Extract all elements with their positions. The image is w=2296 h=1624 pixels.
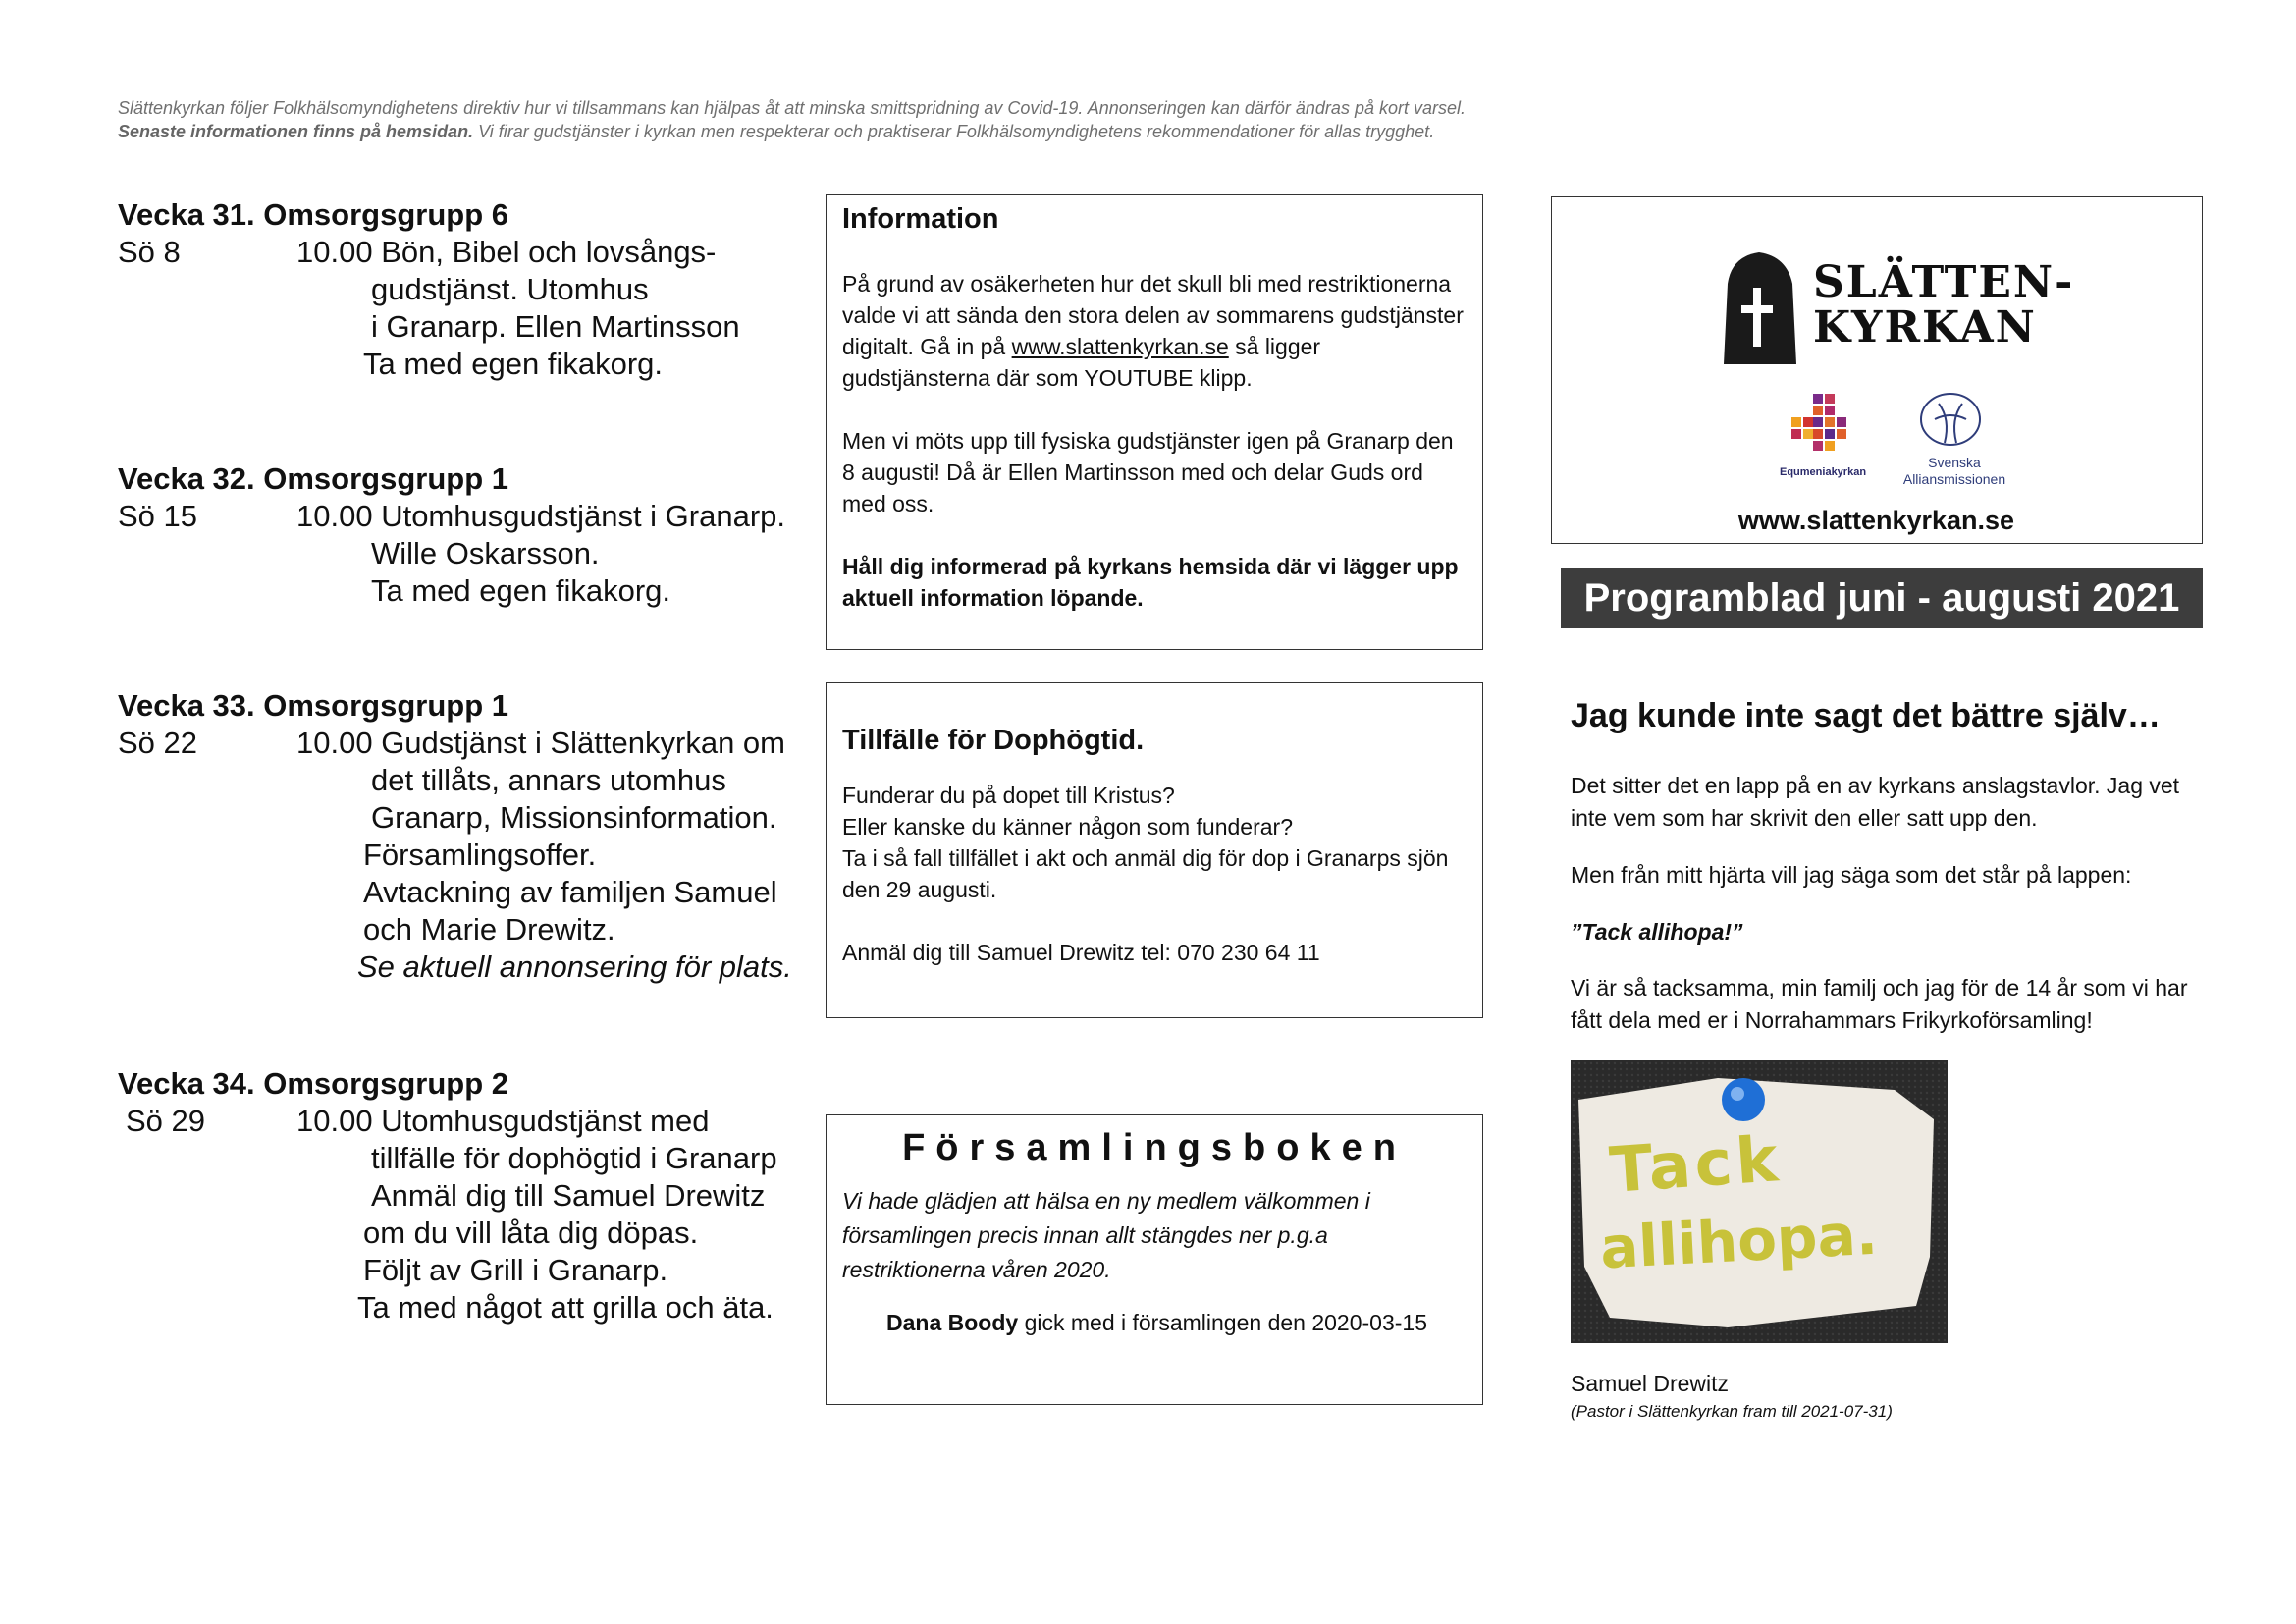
program-line: Följt av Grill i Granarp.: [363, 1253, 668, 1287]
partner-1-label: Equmeniakyrkan: [1780, 466, 1867, 478]
article-quote: ”Tack allihopa!”: [1571, 919, 1743, 945]
information-box: [826, 194, 1483, 650]
program-line: Anmäl dig till Samuel Drewitz: [371, 1178, 766, 1213]
info-emphasis: Håll dig informerad på kyrkans hemsida där vi lägger upp aktuell information löpande.: [842, 554, 1459, 611]
program-line: Granarp, Missionsinformation.: [371, 800, 777, 835]
baptism-box: [826, 682, 1483, 1018]
partner-2-label-1: Svenska: [1928, 455, 1981, 470]
notice-line-1: Slättenkyrkan följer Folkhälsomyndighetens direktiv hur vi tillsammans kan hjälpas åt att minska smittspridning av Covid-19. Annonseringen kan därför ändras på kort varsel.: [118, 98, 1466, 118]
baptism-text: Ta i så fall tillfället i akt och anmäl dig för dop i Granarps sjön den 29 augusti.: [842, 845, 1449, 902]
program-line: det tillåts, annars utomhus: [371, 763, 726, 797]
info-text: På grund av osäkerheten hur det skull bli med restriktionerna valde vi att sända den stora delen av sommarens gudstjänster digitalt. Gå in på: [842, 271, 1464, 359]
week-day: Sö 29: [126, 1104, 206, 1138]
week-day: Sö 22: [118, 726, 198, 760]
equmenia-logo-icon: [1791, 394, 1856, 459]
signature-note: (Pastor i Slättenkyrkan fram till 2021-07-31): [1571, 1402, 1893, 1421]
program-line: Ta med egen fikakorg.: [363, 347, 664, 381]
baptism-text: Eller kanske du känner någon som funderar?: [842, 814, 1294, 839]
program-line: Ta med egen fikakorg.: [371, 573, 671, 608]
notice-bold: Senaste informationen finns på hemsidan.: [118, 122, 474, 141]
week-33: [118, 687, 792, 986]
info-text: Men vi möts upp till fysiska gudstjänster igen på Granarp den 8 augusti! Då är Ellen Martinsson med och delar Guds ord med oss.: [842, 428, 1454, 516]
partner-2-label-2: Alliansmissionen: [1902, 471, 2006, 487]
info-text: så ligger gudstjänsterna där som YOUTUBE klipp.: [842, 334, 1321, 391]
church-logo-box: [1551, 196, 2203, 544]
baptism-heading: Tillfälle för Dophögtid.: [842, 725, 1145, 756]
members-box: [826, 1114, 1483, 1405]
notice-line-2: Vi firar gudstjänster i kyrkan men respekterar och praktiserar Folkhälsomyndighetens rekommendationer för allas trygghet.: [473, 122, 1435, 141]
website-url[interactable]: www.slattenkyrkan.se: [1737, 506, 2015, 535]
week-day: Sö 8: [118, 235, 181, 269]
week-title: Vecka 31. Omsorgsgrupp 6: [118, 197, 509, 232]
baptism-text: Funderar du på dopet till Kristus?: [842, 783, 1175, 808]
program-banner: Programblad juni - augusti 2021: [1561, 568, 2203, 628]
program-line: Församlingsoffer.: [363, 838, 597, 872]
signature: Samuel Drewitz: [1571, 1371, 1730, 1396]
program-line: Se aktuell annonsering för plats.: [357, 949, 792, 984]
note-text-line1: Tack: [1607, 1122, 1785, 1209]
week-title: Vecka 34. Omsorgsgrupp 2: [118, 1066, 509, 1101]
program-line: Ta med något att grilla och äta.: [357, 1290, 774, 1325]
article-heading: Jag kunde inte sagt det bättre själv…: [1571, 697, 2161, 734]
program-line: 10.00 Gudstjänst i Slättenkyrkan om: [296, 726, 785, 760]
article-paragraph-1: Det sitter det en lapp på en av kyrkans anslagstavlor. Jag vet inte vem som har skrivit den eller satt upp den.: [1571, 773, 2180, 831]
program-line: gudstjänst. Utomhus: [371, 272, 649, 306]
article-paragraph-2: Men från mitt hjärta vill jag säga som det står på lappen:: [1571, 862, 2132, 888]
thank-you-note-photo: [1571, 1060, 1948, 1343]
week-day: Sö 15: [118, 499, 198, 533]
member-name: Dana Boody: [886, 1310, 1019, 1335]
week-32: [118, 460, 785, 610]
website-link[interactable]: www.slattenkyrkan.se: [1011, 334, 1229, 359]
alliansmissionen-logo-icon: [1915, 390, 1986, 451]
program-line: Avtackning av familjen Samuel: [363, 875, 777, 909]
program-line: 10.00 Bön, Bibel och lovsångs-: [296, 235, 717, 269]
member-joined: gick med i församlingen den 2020-03-15: [1018, 1310, 1427, 1335]
program-line: Wille Oskarsson.: [371, 536, 600, 570]
week-title: Vecka 33. Omsorgsgrupp 1: [118, 688, 509, 723]
program-line: i Granarp. Ellen Martinsson: [371, 309, 740, 344]
program-line: 10.00 Utomhusgudstjänst med: [296, 1104, 710, 1138]
note-text-line2: allihopa.: [1598, 1200, 1880, 1282]
baptism-contact: Anmäl dig till Samuel Drewitz tel: 070 230 64 11: [842, 940, 1320, 965]
information-heading: Information: [842, 203, 999, 235]
week-31: [118, 196, 740, 383]
covid-notice: [118, 96, 1531, 143]
week-34: [118, 1065, 777, 1326]
members-heading: Församlingsboken: [902, 1127, 1407, 1168]
church-logo-icon: [1714, 248, 1802, 368]
week-title: Vecka 32. Omsorgsgrupp 1: [118, 461, 509, 496]
program-line: och Marie Drewitz.: [363, 912, 615, 947]
logo-text-line2: KYRKAN: [1813, 302, 2037, 352]
program-line: 10.00 Utomhusgudstjänst i Granarp.: [296, 499, 785, 533]
program-line: tillfälle för dophögtid i Granarp: [371, 1141, 777, 1175]
program-line: om du vill låta dig döpas.: [363, 1216, 699, 1250]
members-text: Vi hade glädjen att hälsa en ny medlem välkommen i församlingen precis innan allt stängdes ner p.g.a restriktionerna våren 2020.: [842, 1188, 1370, 1282]
logo-text-line1: SLÄTTEN-: [1813, 257, 2075, 307]
article-paragraph-3: Vi är så tacksamma, min familj och jag för de 14 år som vi har fått dela med er i Norrahammars Frikyrkoförsamling!: [1571, 975, 2188, 1033]
